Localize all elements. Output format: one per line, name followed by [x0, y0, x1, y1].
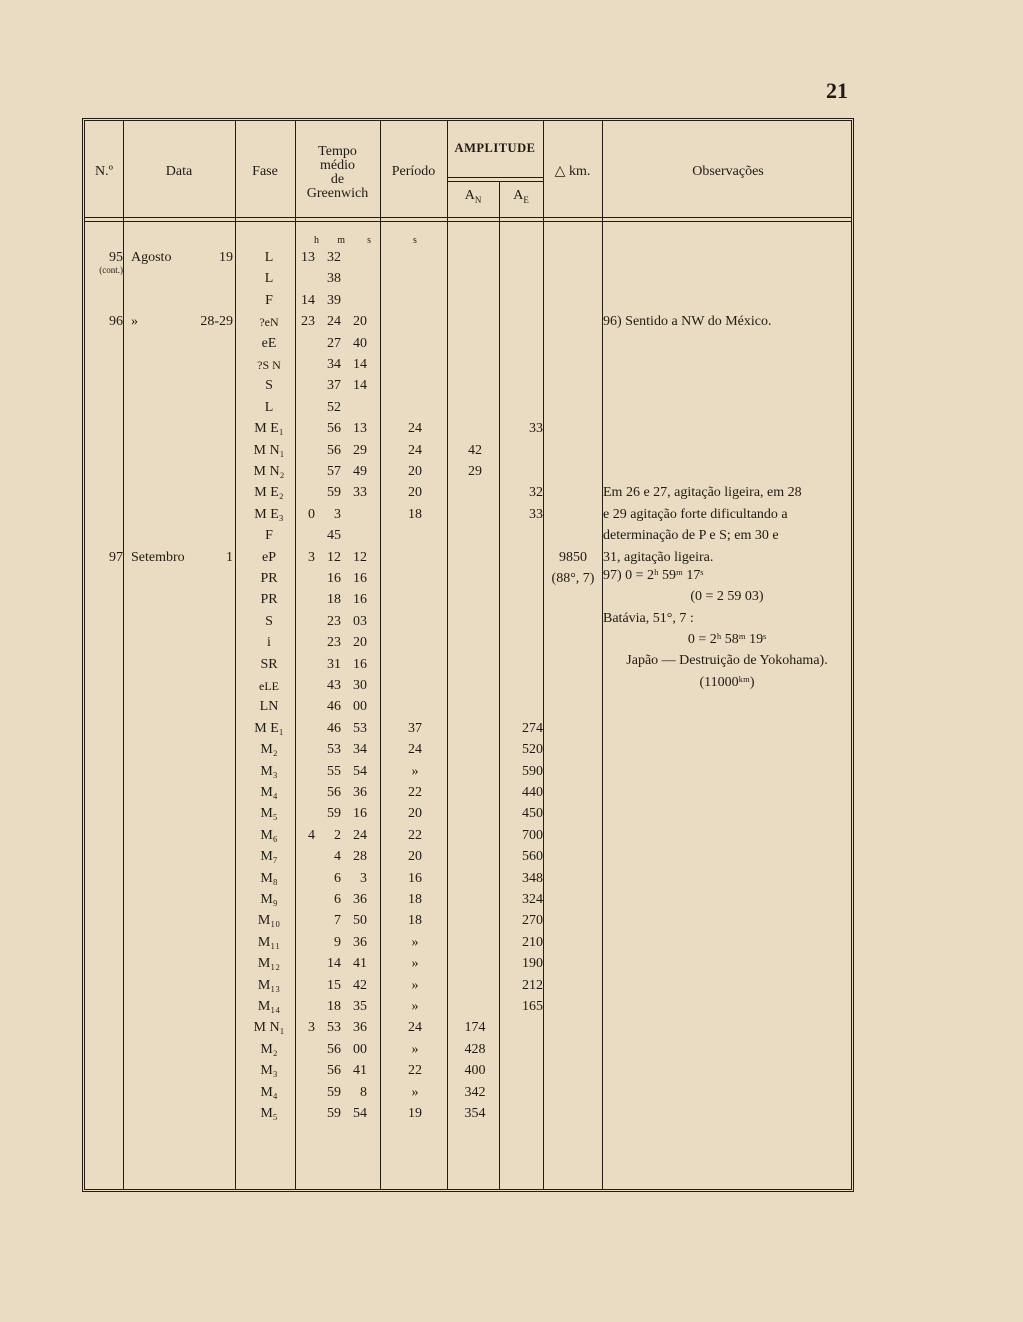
time-s: 8: [360, 1084, 367, 1100]
header-an-letter: A: [464, 188, 475, 203]
time-m: 2: [334, 827, 341, 843]
distance-cell: (88°, 7): [551, 571, 595, 586]
time-m: 46: [327, 699, 341, 715]
observation-line: Batávia, 51°, 7 :: [603, 610, 694, 626]
phase-cell: eLE: [259, 679, 279, 693]
time-m: 59: [327, 806, 341, 822]
period-cell: 18: [408, 913, 422, 929]
entry-day: 19: [219, 250, 233, 265]
time-h: 14: [301, 292, 315, 308]
entry-day: 28-29: [200, 314, 233, 330]
period-cell: 19: [408, 1106, 422, 1121]
amplitude-e-cell: 33: [529, 506, 543, 522]
unit-m: m: [337, 235, 345, 246]
time-s: 34: [353, 742, 367, 758]
phase-cell: L: [264, 271, 274, 287]
phase-cell: i: [267, 635, 271, 651]
time-m: 16: [327, 571, 341, 586]
col-rule: [447, 121, 448, 1189]
header-an: [447, 189, 499, 207]
entry-date: Setembro: [131, 549, 185, 565]
time-h: 4: [308, 827, 315, 843]
phase-cell: M₄: [260, 1084, 278, 1100]
header-ae: [499, 189, 543, 207]
continued-label: (cont.): [99, 265, 123, 275]
time-s: 20: [353, 314, 367, 330]
header-time-line: de: [330, 172, 345, 187]
observation-line: 0 = 2ʰ 58ᵐ 19ˢ: [687, 631, 767, 647]
amplitude-e-cell: 450: [522, 806, 543, 822]
period-cell: 22: [408, 785, 422, 800]
period-cell: 18: [408, 892, 422, 907]
col-rule: [123, 121, 124, 1189]
phase-cell: M₃: [260, 1063, 278, 1079]
time-s: 16: [353, 592, 367, 608]
time-m: 39: [327, 292, 341, 308]
phase-cell: eP: [262, 549, 276, 565]
time-m: 56: [327, 442, 341, 458]
col-rule: [380, 121, 381, 1189]
header-time: [295, 145, 380, 201]
phase-cell: ?S N: [257, 358, 281, 372]
period-cell: »: [411, 1084, 419, 1100]
time-s: 36: [353, 1020, 367, 1036]
time-m: 3: [334, 506, 341, 522]
phase-cell: PR: [260, 571, 278, 586]
observation-line: (11000ᵏᵐ): [699, 674, 755, 690]
time-m: 53: [327, 742, 341, 758]
phase-cell: S: [265, 613, 273, 629]
time-h: 23: [301, 314, 315, 330]
time-s: 24: [353, 827, 367, 843]
phase-cell: M₁₄: [257, 999, 281, 1014]
entry-date: Agosto: [131, 250, 172, 265]
time-s: 41: [353, 1063, 367, 1079]
header-date: Data: [165, 164, 193, 179]
period-cell: 24: [408, 442, 422, 458]
distance-cell: 9850: [559, 549, 587, 565]
observation-line: determinação de P e S; em 30 e: [603, 528, 779, 544]
time-m: 27: [327, 335, 341, 351]
time-s: 42: [353, 977, 367, 993]
time-m: 31: [327, 656, 341, 672]
time-m: 6: [334, 870, 341, 886]
time-m: 46: [327, 720, 341, 736]
observation-line: 31, agitação ligeira.: [603, 549, 714, 565]
amplitude-n-cell: 354: [464, 1106, 486, 1121]
phase-cell: M E₁: [254, 720, 284, 736]
period-cell: »: [411, 977, 419, 993]
amplitude-e-cell: 590: [522, 763, 543, 779]
period-cell: 18: [408, 506, 422, 522]
time-m: 23: [327, 613, 341, 629]
header-time-line: médio: [320, 158, 355, 173]
time-s: 03: [353, 613, 367, 629]
period-cell: »: [411, 763, 419, 779]
time-s: 49: [353, 464, 367, 479]
time-s: 29: [353, 442, 367, 458]
amplitude-e-cell: 348: [522, 870, 543, 886]
time-s: 53: [353, 720, 367, 736]
amplitude-e-cell: 324: [522, 892, 543, 907]
unit-h: h: [314, 235, 319, 246]
time-m: 53: [327, 1020, 341, 1036]
time-m: 57: [327, 464, 341, 479]
time-m: 6: [334, 892, 341, 907]
time-s: 33: [353, 485, 367, 501]
phase-cell: M₂: [260, 742, 278, 758]
header-distance: △ km.: [554, 164, 591, 179]
observation-line: 97) 0 = 2ʰ 59ᵐ 17ˢ: [603, 567, 704, 583]
time-m: 12: [327, 549, 341, 565]
amplitude-e-cell: 270: [522, 913, 543, 929]
entry-number: 97: [109, 549, 123, 565]
time-s: 14: [353, 357, 367, 372]
period-unit: s: [413, 235, 417, 246]
time-m: 56: [327, 1041, 341, 1057]
time-m: 24: [327, 314, 341, 330]
period-cell: 24: [408, 1020, 422, 1036]
phase-cell: M₁₃: [257, 977, 281, 993]
phase-cell: S: [265, 378, 273, 394]
time-m: 34: [327, 357, 341, 372]
time-s: 3: [360, 870, 367, 886]
entry-number: 96: [109, 314, 123, 330]
time-s: 40: [353, 335, 367, 351]
phase-cell: LN: [259, 699, 279, 715]
phase-cell: M₅: [260, 806, 278, 822]
page-number: 21: [826, 78, 848, 103]
phase-cell: L: [264, 399, 274, 415]
amplitude-n-cell: 29: [468, 464, 482, 479]
period-cell: 24: [408, 742, 422, 758]
time-m: 32: [327, 250, 341, 265]
time-s: 50: [353, 913, 367, 929]
amplitude-e-cell: 274: [522, 720, 543, 736]
time-m: 59: [327, 1106, 341, 1121]
header-amplitude: AMPLITUDE: [454, 141, 536, 155]
header-time-line: Tempo: [318, 144, 357, 159]
time-m: 9: [334, 934, 341, 950]
time-s: 00: [353, 1041, 367, 1057]
time-m: 18: [327, 592, 341, 608]
time-m: 59: [327, 485, 341, 501]
time-s: 54: [353, 1106, 367, 1121]
amplitude-e-cell: 560: [522, 849, 543, 865]
time-m: 43: [327, 678, 341, 693]
phase-cell: M₉: [260, 892, 278, 907]
period-cell: 24: [408, 421, 422, 437]
observation-line: (0 = 2 59 03): [690, 589, 764, 605]
header-ae-letter: A: [513, 188, 524, 203]
phase-cell: M₆: [260, 827, 278, 843]
amplitude-n-cell: 400: [464, 1063, 486, 1079]
observation-line: Japão — Destruição de Yokohama).: [626, 653, 828, 669]
time-m: 23: [327, 635, 341, 651]
phase-cell: M E₃: [254, 506, 284, 522]
entry-date: »: [131, 314, 138, 330]
col-rule: [543, 121, 544, 1189]
time-m: 38: [327, 271, 341, 287]
header-no: N.º: [95, 164, 113, 179]
time-h: 3: [308, 1020, 315, 1036]
period-cell: 20: [408, 806, 422, 822]
time-h: 3: [308, 549, 315, 565]
period-cell: »: [411, 956, 419, 972]
amplitude-n-cell: 174: [464, 1020, 486, 1036]
phase-cell: M₃: [260, 763, 278, 779]
phase-cell: M₅: [260, 1106, 278, 1121]
time-m: 14: [327, 956, 341, 972]
amplitude-n-cell: 428: [464, 1041, 486, 1057]
entry-day: 1: [226, 549, 233, 565]
time-m: 52: [327, 399, 341, 415]
header-rule: [85, 221, 851, 222]
time-s: 12: [353, 549, 367, 565]
time-s: 20: [353, 635, 367, 651]
phase-cell: F: [265, 528, 273, 544]
time-m: 15: [327, 977, 341, 993]
period-cell: 20: [408, 485, 422, 501]
phase-cell: M₄: [260, 785, 278, 800]
phase-cell: M₂: [260, 1041, 278, 1057]
phase-cell: M₇: [260, 849, 278, 865]
time-s: 30: [353, 678, 367, 693]
header-an-sub: N: [474, 194, 482, 205]
observation-line: 96) Sentido a NW do México.: [603, 314, 772, 330]
period-cell: 22: [408, 1063, 422, 1079]
col-rule: [499, 181, 500, 1189]
phase-cell: M N₂: [253, 464, 285, 479]
amplitude-rule: [447, 181, 543, 182]
phase-cell: M N₁: [253, 442, 285, 458]
time-m: 37: [327, 378, 341, 394]
amplitude-e-cell: 210: [522, 934, 543, 950]
time-s: 36: [353, 934, 367, 950]
entry-number: 95: [109, 250, 123, 265]
time-m: 56: [327, 785, 341, 800]
time-s: 14: [353, 378, 367, 394]
phase-cell: PR: [260, 592, 278, 608]
time-s: 35: [353, 999, 367, 1014]
header-observations: Observações: [692, 164, 764, 179]
amplitude-n-cell: 42: [468, 442, 482, 458]
period-cell: »: [411, 999, 419, 1014]
time-s: 00: [353, 699, 367, 715]
header-rule: [85, 217, 851, 218]
amplitude-e-cell: 212: [522, 977, 543, 993]
header-ae-sub: E: [523, 194, 529, 205]
period-cell: »: [411, 1041, 419, 1057]
time-m: 55: [327, 763, 341, 779]
amplitude-e-cell: 700: [522, 827, 543, 843]
phase-cell: L: [264, 250, 274, 265]
amplitude-e-cell: 190: [522, 956, 543, 972]
time-h: 0: [308, 506, 315, 522]
phase-cell: ?eN: [259, 315, 279, 330]
period-cell: 16: [408, 870, 422, 886]
period-cell: 22: [408, 827, 422, 843]
time-s: 16: [353, 656, 367, 672]
phase-cell: M E₂: [254, 485, 284, 501]
time-m: 45: [327, 528, 341, 544]
observation-line: Em 26 e 27, agitação ligeira, em 28: [603, 485, 802, 501]
phase-cell: eE: [261, 335, 277, 351]
period-cell: 20: [408, 849, 422, 865]
time-m: 56: [327, 1063, 341, 1079]
time-m: 18: [327, 999, 341, 1014]
phase-cell: M₈: [260, 870, 278, 886]
time-m: 59: [327, 1084, 341, 1100]
amplitude-e-cell: 33: [529, 421, 543, 437]
time-m: 7: [334, 913, 341, 929]
period-cell: »: [411, 934, 419, 950]
seismic-table: [82, 118, 854, 1192]
time-m: 56: [327, 421, 341, 437]
amplitude-rule: [447, 177, 543, 178]
unit-s: s: [367, 235, 371, 246]
period-cell: 37: [408, 720, 422, 736]
amplitude-e-cell: 520: [522, 742, 543, 758]
header-period: Período: [391, 164, 436, 179]
header-time-line: Greenwich: [306, 186, 369, 201]
amplitude-e-cell: 165: [522, 999, 543, 1014]
phase-cell: M₁₁: [257, 934, 281, 950]
observation-line: e 29 agitação forte dificultando a: [603, 506, 788, 522]
time-s: 28: [353, 849, 367, 865]
amplitude-n-cell: 342: [464, 1084, 486, 1100]
time-s: 41: [353, 956, 367, 972]
time-s: 16: [353, 571, 367, 586]
phase-cell: M N₁: [253, 1020, 285, 1036]
phase-cell: F: [265, 292, 273, 308]
phase-cell: M₁₀: [257, 913, 281, 929]
time-s: 54: [353, 763, 367, 779]
phase-cell: SR: [260, 656, 278, 672]
period-cell: 20: [408, 464, 422, 479]
time-h: 13: [301, 250, 315, 265]
time-s: 13: [353, 421, 367, 437]
phase-cell: M₁₂: [257, 956, 281, 972]
amplitude-e-cell: 440: [522, 785, 543, 800]
time-s: 16: [353, 806, 367, 822]
time-m: 4: [334, 849, 341, 865]
amplitude-e-cell: 32: [529, 485, 543, 501]
phase-cell: M E₁: [254, 421, 284, 437]
time-s: 36: [353, 892, 367, 907]
header-phase: Fase: [252, 164, 278, 179]
time-s: 36: [353, 785, 367, 800]
